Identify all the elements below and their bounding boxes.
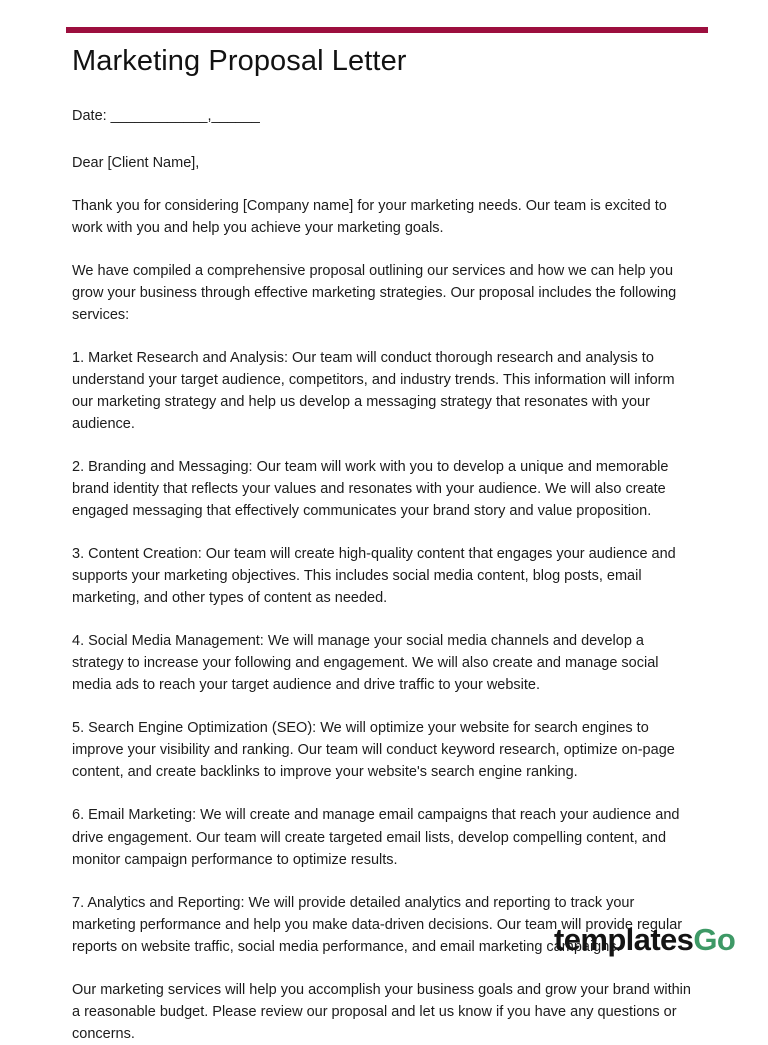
service-item-1: 1. Market Research and Analysis: Our team will conduct thorough research and analysis to understand your target audience, competitors, and industry trends. This information will inform our marketing strategy and help us develop a messaging strategy that resonates with your audience.: [72, 349, 675, 433]
service-item-3: 3. Content Creation: Our team will create high-quality content that engages your audience and supports your marketing objectives. This includes social media content, blog posts, email marketing, and other types of content as needed.: [72, 546, 676, 607]
paragraph-intro: Thank you for considering [Company name] for your marketing needs. Our team is excited to work with you and help you achieve your marketing goals.: [72, 197, 667, 236]
paragraph-closing: Our marketing services will help you accomplish your business goals and grow your brand within a reasonable budget. Please review our proposal and let us know if you have any questions or concerns.: [72, 981, 691, 1042]
service-item-2: 2. Branding and Messaging: Our team will work with you to develop a unique and memorable brand identity that reflects your values and resonates with your audience. We will also create engaged messaging that effectively communicates your brand story and value proposition.: [72, 459, 669, 520]
page-title: Marketing Proposal Letter: [72, 45, 407, 77]
service-item-7: 7. Analytics and Reporting: We will provide detailed analytics and reporting to track your marketing performance and help you make data-driven decisions. Our team will provide regular reports on website traffic, social media performance, and email marketing campaigns.: [72, 894, 683, 955]
letter-content: [72, 44, 698, 1045]
paragraph-overview: We have compiled a comprehensive proposal outlining our services and how we can help you grow your business through effective marketing strategies. Our proposal includes the following services:: [72, 262, 677, 323]
templatesgo-logo: [554, 924, 735, 955]
service-item-6: 6. Email Marketing: We will create and manage email campaigns that reach your audience and drive engagement. Our team will create targeted email lists, develop compelling content, and monitor campaign performance to optimize results.: [72, 807, 680, 868]
date-line: Date: ____________,______: [72, 107, 260, 124]
header-accent-rule: [66, 27, 708, 33]
logo-accent-text: Go: [693, 922, 736, 957]
logo-primary-text: templates: [554, 922, 694, 957]
service-item-5: 5. Search Engine Optimization (SEO): We will optimize your website for search engines to improve your visibility and ranking. Our team will conduct keyword research, optimize on-page content, and create backlinks to improve your website's search engine ranking.: [72, 720, 675, 781]
service-item-4: 4. Social Media Management: We will manage your social media channels and develop a strategy to increase your following and engagement. We will also create and manage social media ads to reach your target audience and drive traffic to your website.: [72, 633, 659, 694]
salutation: Dear [Client Name],: [72, 154, 200, 171]
